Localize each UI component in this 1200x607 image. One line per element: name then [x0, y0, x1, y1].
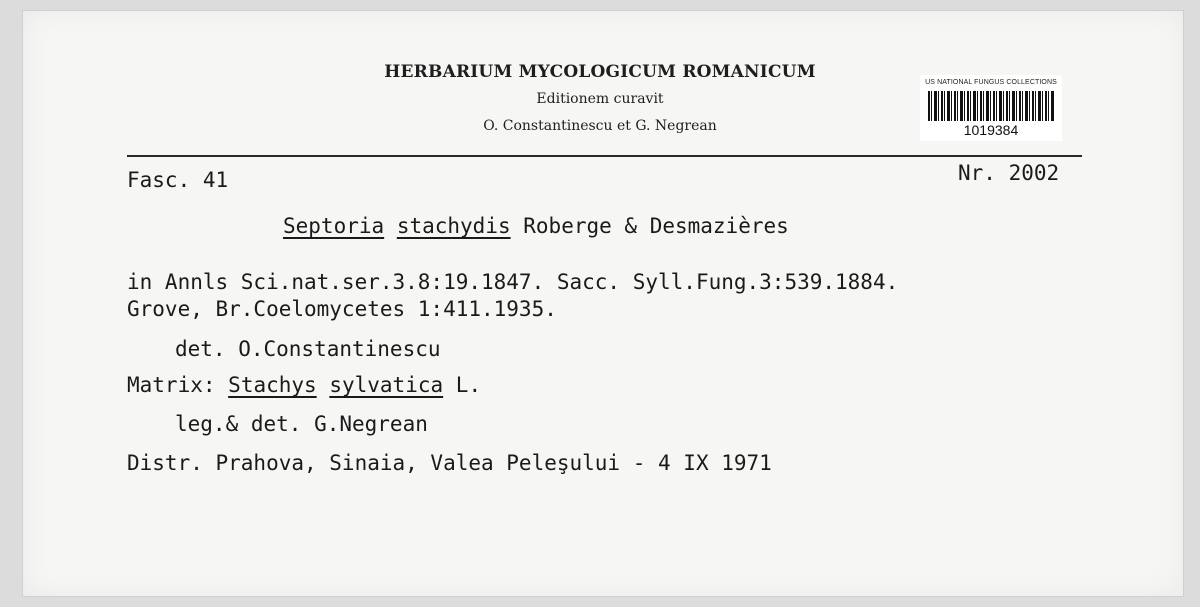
- editor-authors: O. Constantinescu et G. Negrean: [483, 118, 717, 134]
- matrix-label: Matrix:: [127, 373, 216, 397]
- locality-line: Distr. Prahova, Sinaia, Valea Peleşului - 4 IX 1971: [127, 451, 772, 475]
- barcode-number: 1019384: [963, 122, 1019, 138]
- matrix-epithet: sylvatica: [329, 373, 444, 397]
- barcode-caption: US NATIONAL FUNGUS COLLECTIONS: [925, 79, 1057, 86]
- species-name: [283, 214, 789, 238]
- reference-line-2: Grove, Br.Coelomycetes 1:411.1935.: [127, 297, 557, 321]
- fascicle-number: Fasc. 41: [127, 168, 229, 192]
- reference-line-1: in Annls Sci.nat.ser.3.8:19.1847. Sacc. Syll.Fung.3:539.1884.: [127, 270, 899, 294]
- species-genus: Septoria: [283, 214, 385, 238]
- matrix-genus: Stachys: [228, 373, 317, 397]
- species-epithet: stachydis: [396, 214, 511, 238]
- header-divider: [127, 155, 1082, 157]
- matrix-line: [127, 373, 481, 397]
- specimen-number: Nr. 2002: [958, 161, 1060, 185]
- barcode-icon: [928, 91, 1054, 121]
- species-author: Roberge & Desmazières: [523, 214, 789, 238]
- herbarium-title: HERBARIUM MYCOLOGICUM ROMANICUM: [384, 62, 816, 82]
- collector-line: leg.& det. G.Negrean: [175, 412, 428, 436]
- barcode-label: [920, 75, 1062, 141]
- determination: det. O.Constantinescu: [175, 337, 441, 361]
- editor-subtitle: Editionem curavit: [536, 91, 664, 107]
- matrix-author: L.: [455, 373, 482, 397]
